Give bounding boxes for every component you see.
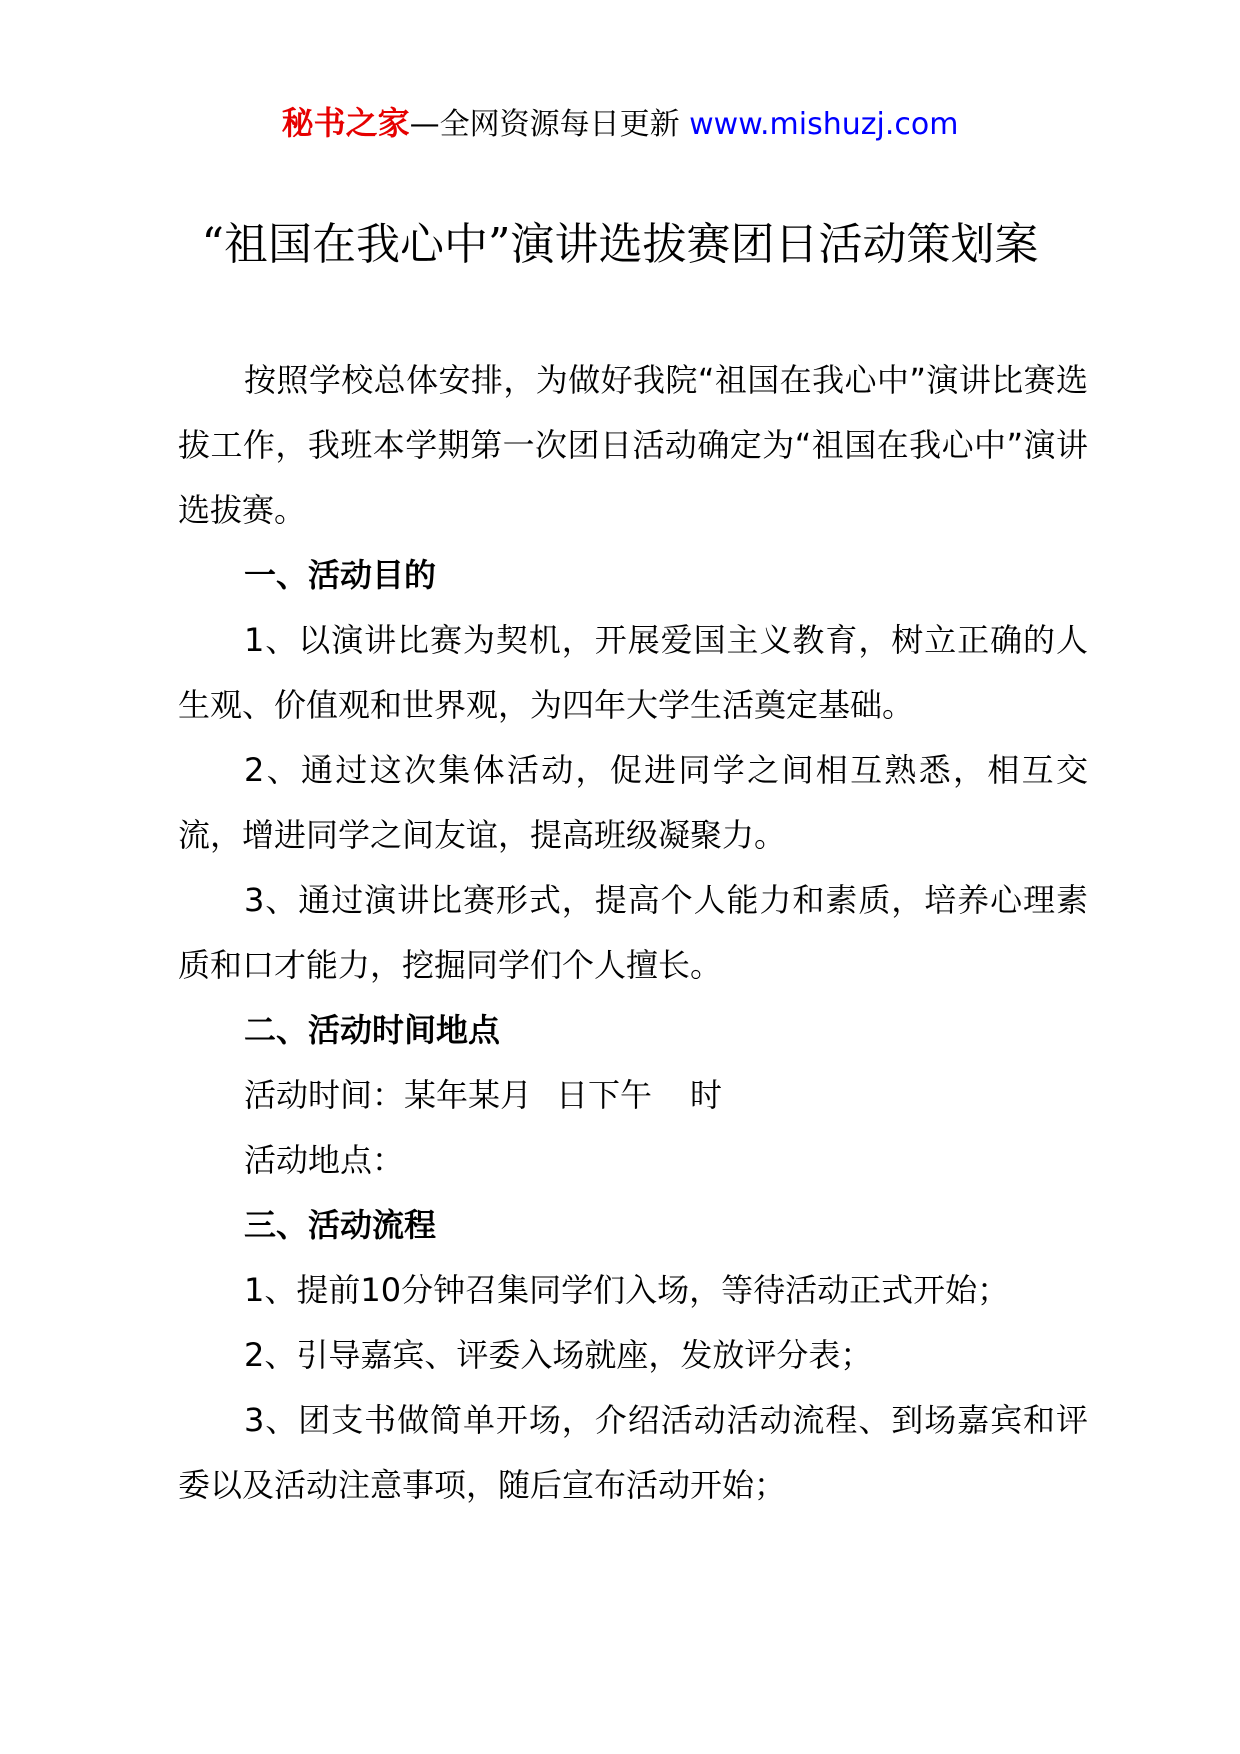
site-url-link[interactable]: www.mishuzj.com bbox=[689, 107, 959, 142]
activity-time-day: 日下午 bbox=[556, 1076, 653, 1114]
process-item-2: 2、引导嘉宾、评委入场就座，发放评分表； bbox=[244, 1336, 873, 1374]
process-item-3: 3、团支书做简单开场，介绍活动活动流程、到场嘉宾和评委以及活动注意事项，随后宣布活动开始； bbox=[178, 1401, 1088, 1504]
activity-time-hour: 时 bbox=[690, 1076, 723, 1114]
purpose-item-3: 3、通过演讲比赛形式，提高个人能力和素质，培养心理素质和口才能力，挖掘同学们个人擅长。 bbox=[178, 881, 1088, 984]
intro-paragraph: 按照学校总体安排，为做好我院“祖国在我心中”演讲比赛选拔工作，我班本学期第一次团日活动确定为“祖国在我心中”演讲选拔赛。 bbox=[178, 361, 1088, 529]
activity-place: 活动地点： bbox=[244, 1141, 405, 1179]
site-slogan: —全网资源每日更新 bbox=[409, 107, 690, 142]
site-header bbox=[0, 100, 1240, 148]
section-heading-time-place: 二、活动时间地点 bbox=[244, 1011, 501, 1049]
site-brand: 秘书之家 bbox=[281, 104, 410, 142]
process-item-1: 1、提前10分钟召集同学们入场，等待活动正式开始； bbox=[244, 1271, 1010, 1309]
document-title: “祖国在我心中”演讲选拔赛团日活动策划案 bbox=[201, 219, 1039, 270]
section-heading-process: 三、活动流程 bbox=[244, 1206, 437, 1244]
section-heading-purpose: 一、活动目的 bbox=[244, 556, 437, 594]
document-body bbox=[178, 348, 1088, 1518]
purpose-item-1: 1、以演讲比赛为契机，开展爱国主义教育，树立正确的人生观、价值观和世界观，为四年大学生活奠定基础。 bbox=[178, 621, 1088, 724]
purpose-item-2: 2、通过这次集体活动，促进同学之间相互熟悉，相互交流，增进同学之间友谊，提高班级凝聚力。 bbox=[178, 751, 1088, 854]
activity-time bbox=[178, 1063, 1088, 1128]
activity-time-label: 活动时间：某年某月 bbox=[244, 1076, 533, 1114]
